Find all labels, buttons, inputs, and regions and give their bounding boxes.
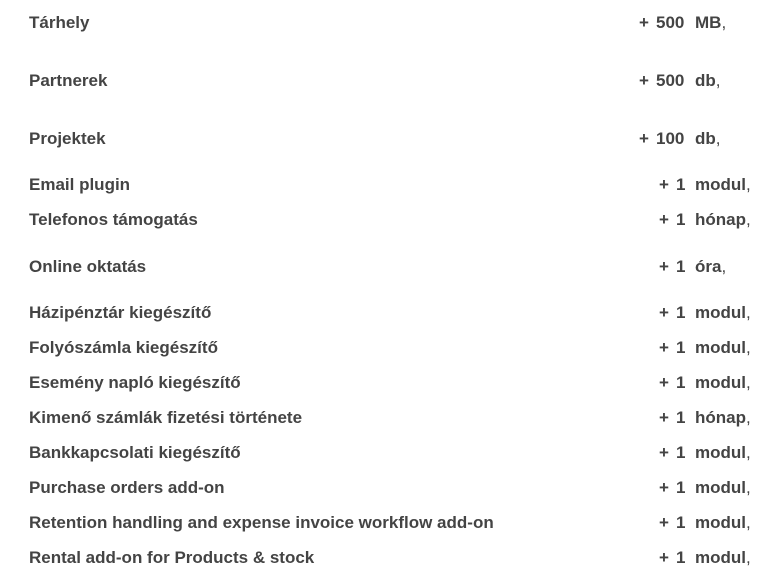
- plus-sign: +: [639, 13, 649, 32]
- item-amount: 1: [676, 303, 686, 322]
- item-name: Rental add-on for Products & stock: [29, 548, 315, 567]
- item-unit: modul,: [695, 478, 751, 497]
- plus-sign: +: [659, 513, 669, 532]
- item-name: Retention handling and expense invoice workflow add-on: [29, 513, 494, 532]
- item-name: Partnerek: [29, 71, 108, 90]
- plus-sign: +: [659, 303, 669, 322]
- list-item: [0, 69, 765, 93]
- list-item: [0, 546, 765, 570]
- plus-sign: +: [659, 210, 669, 229]
- list-item: [0, 173, 765, 197]
- item-unit: modul,: [695, 373, 751, 392]
- plus-sign: +: [639, 71, 649, 90]
- item-unit: modul,: [695, 338, 751, 357]
- list-item: [0, 336, 765, 360]
- separator-comma: ,: [746, 373, 751, 392]
- separator-comma: ,: [746, 513, 751, 532]
- item-name: Bankkapcsolati kiegészítő: [29, 443, 241, 462]
- item-amount: 1: [676, 373, 686, 392]
- separator-comma: ,: [715, 71, 721, 90]
- item-unit: MB,: [695, 13, 727, 32]
- item-unit: db,: [695, 129, 721, 148]
- item-amount: 1: [676, 175, 686, 194]
- plus-sign: +: [659, 257, 669, 276]
- item-unit: db,: [695, 71, 721, 90]
- item-amount: 1: [676, 408, 686, 427]
- separator-comma: ,: [746, 548, 751, 567]
- item-name: Kimenő számlák fizetési története: [29, 408, 303, 427]
- item-name: Email plugin: [29, 175, 131, 194]
- list-item: [0, 255, 765, 279]
- item-unit: hónap,: [695, 210, 751, 229]
- item-amount: 1: [676, 548, 686, 567]
- plus-sign: +: [659, 338, 669, 357]
- list-item: [0, 127, 765, 151]
- plus-sign: +: [659, 548, 669, 567]
- item-amount: 1: [676, 210, 686, 229]
- item-unit: modul,: [695, 303, 751, 322]
- separator-comma: ,: [721, 13, 727, 32]
- item-amount: 1: [676, 443, 686, 462]
- separator-comma: ,: [746, 338, 751, 357]
- item-unit: modul,: [695, 175, 751, 194]
- separator-comma: ,: [746, 210, 751, 229]
- list-item: [0, 371, 765, 395]
- item-amount: 1: [676, 257, 686, 276]
- plus-sign: +: [659, 478, 669, 497]
- item-name: Esemény napló kiegészítő: [29, 373, 241, 392]
- item-name: Telefonos támogatás: [29, 210, 198, 229]
- item-amount: 1: [676, 513, 686, 532]
- item-name: Házipénztár kiegészítő: [29, 303, 212, 322]
- item-amount: 500: [656, 13, 685, 32]
- separator-comma: ,: [746, 175, 751, 194]
- item-name: Online oktatás: [29, 257, 147, 276]
- plus-sign: +: [659, 443, 669, 462]
- separator-comma: ,: [746, 303, 751, 322]
- separator-comma: ,: [746, 443, 751, 462]
- item-name: Folyószámla kiegészítő: [29, 338, 218, 357]
- list-item: [0, 476, 765, 500]
- plus-sign: +: [659, 373, 669, 392]
- list-item: [0, 11, 765, 35]
- item-unit: modul,: [695, 548, 751, 567]
- list-item: [0, 406, 765, 430]
- item-name: Projektek: [29, 129, 106, 148]
- list-item: [0, 301, 765, 325]
- item-name: Purchase orders add-on: [29, 478, 225, 497]
- separator-comma: ,: [715, 129, 721, 148]
- item-amount: 500: [656, 71, 685, 90]
- plus-sign: +: [639, 129, 649, 148]
- list-item: [0, 511, 765, 535]
- list-item: [0, 441, 765, 465]
- item-unit: hónap,: [695, 408, 751, 427]
- list-item: [0, 208, 765, 232]
- separator-comma: ,: [746, 408, 751, 427]
- item-unit: modul,: [695, 513, 751, 532]
- item-amount: 1: [676, 338, 686, 357]
- item-name: Tárhely: [29, 13, 90, 32]
- plus-sign: +: [659, 408, 669, 427]
- item-unit: óra,: [695, 257, 727, 276]
- separator-comma: ,: [721, 257, 727, 276]
- separator-comma: ,: [746, 478, 751, 497]
- item-amount: 1: [676, 478, 686, 497]
- item-unit: modul,: [695, 443, 751, 462]
- plus-sign: +: [659, 175, 669, 194]
- item-amount: 100: [656, 129, 685, 148]
